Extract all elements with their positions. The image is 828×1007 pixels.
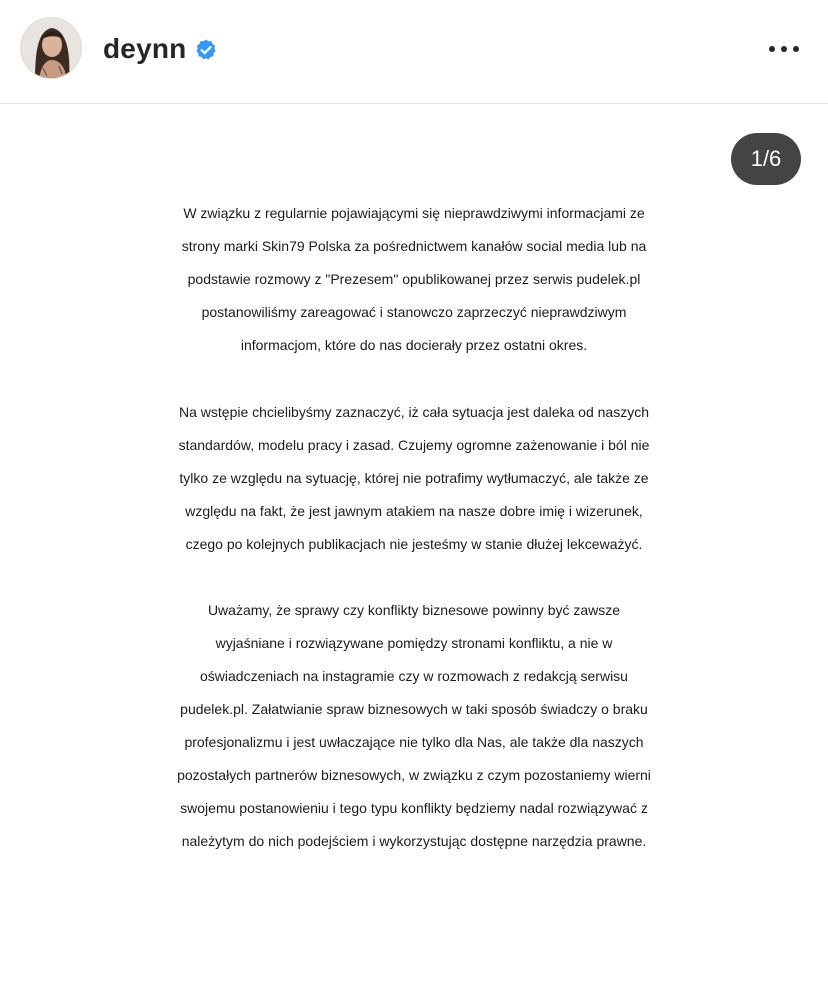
post-header xyxy=(0,0,828,104)
avatar[interactable] xyxy=(20,17,82,79)
text-line: postanowiliśmy zareagować i stanowczo zaprzeczyć nieprawdziwym xyxy=(201,304,627,320)
text-line: pudelek.pl. Załatwianie spraw biznesowych w taki sposób świadczy o braku xyxy=(180,701,648,717)
verified-badge-icon xyxy=(194,38,218,62)
statement-paragraph-3 xyxy=(14,594,814,858)
text-line: swojemu postanowieniu i tego typu konflikty będziemy nadal rozwiązywać z xyxy=(180,800,648,816)
text-line: podstawie rozmowy z "Prezesem" opublikowanej przez serwis pudelek.pl xyxy=(187,271,641,287)
text-line: Uważamy, że sprawy czy konflikty biznesowe powinny być zawsze xyxy=(207,602,621,618)
text-line: względu na fakt, że jest jawnym atakiem na nasze dobre imię i wizerunek, xyxy=(185,503,643,519)
text-line: strony marki Skin79 Polska za pośrednictwem kanałów social media lub na xyxy=(181,238,647,254)
text-line: standardów, modelu pracy i zasad. Czujemy ogromne zażenowanie i ból nie xyxy=(178,437,650,453)
statement-paragraph-2 xyxy=(14,396,814,561)
text-line: oświadczeniach na instagramie czy w rozmowach z redakcją serwisu xyxy=(200,668,628,684)
profile-avatar-icon xyxy=(21,18,82,79)
text-line: pozostałych partnerów biznesowych, w związku z czym pozostaniemy wierni xyxy=(177,767,651,783)
statement-paragraph-1 xyxy=(14,197,814,362)
more-options-icon[interactable] xyxy=(764,34,804,64)
username[interactable]: deynn xyxy=(103,33,187,64)
text-line: W związku z regularnie pojawiającymi się nieprawdziwymi informacjami ze xyxy=(183,205,645,221)
text-line: wyjaśniane i rozwiązywane pomiędzy stronami konfliktu, a nie w xyxy=(215,635,613,651)
text-line: należytym do nich podejściem i wykorzystując dostępne narzędzia prawne. xyxy=(181,833,647,849)
text-line: informacjom, które do nas docierały przez ostatni okres. xyxy=(240,337,588,353)
text-line: profesjonalizmu i jest uwłaczające nie tylko dla Nas, ale także dla naszych xyxy=(184,734,644,750)
text-line: Na wstępie chcielibyśmy zaznaczyć, iż cała sytuacja jest daleka od naszych xyxy=(179,404,649,420)
slide-counter: 1/6 xyxy=(731,133,801,185)
text-line: czego po kolejnych publikacjach nie jesteśmy w stanie dłużej lekceważyć. xyxy=(185,536,643,552)
text-line: tylko ze względu na sytuację, której nie potrafimy wytłumaczyć, ale także ze xyxy=(179,470,649,486)
